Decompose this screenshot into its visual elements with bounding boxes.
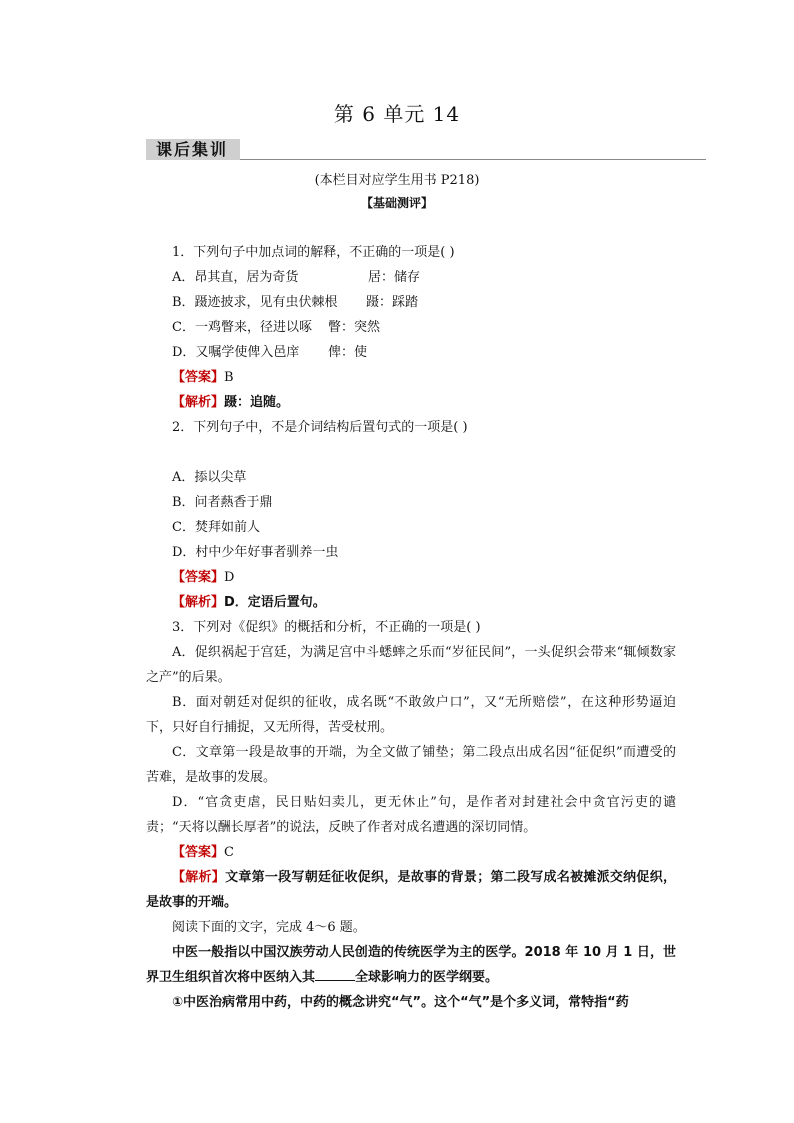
q2-analysis-text: D．定语后置句。: [224, 595, 326, 610]
q1-answer: [146, 365, 676, 390]
book-reference-note: (本栏目对应学生用书 P218): [314, 173, 480, 188]
q3-option-b: B．面对朝廷对促织的征收，成名既“不敢敛户口”，又“无所赔偿”，在这种形势逼迫下，只好自行捕捉，又无所得，苦受杖刑。: [146, 695, 676, 735]
q1-option-b: [146, 290, 676, 315]
answer-tag: 【答案】: [172, 570, 225, 585]
q2-analysis: [146, 590, 676, 615]
reading-p1-before: 中医一般指以中国汉族劳动人民创造的传统医学为主的医学。2018 年 10 月 1 日，世界卫生组织首次将中医纳入其: [146, 945, 676, 985]
q1-stem: 1．下列句子中加点词的解释，不正确的一项是( ): [172, 245, 455, 260]
q1-analysis: [146, 390, 676, 415]
q3-option-a: A．促织祸起于宫廷，为满足宫中斗蟋蟀之乐而“岁征民间”，一头促织会带来“辄倾数家之产”的后果。: [146, 645, 676, 685]
q3-stem: 3．下列对《促织》的概括和分析，不正确的一项是( ): [172, 620, 481, 635]
q2-option-c: C．焚拜如前人: [172, 520, 260, 535]
q3-answer-value: C: [224, 845, 234, 860]
q3-analysis-text: 文章第一段写朝廷征收促织，是故事的背景；第二段写成名被摊派交纳促织，是故事的开端。: [146, 870, 676, 910]
answer-tag: 【答案】: [172, 845, 225, 860]
q1-option-d: [146, 340, 676, 365]
q1-option-c-explain: 瞥：突然: [328, 320, 381, 335]
q2-spacer: [146, 440, 676, 465]
q1-option-b-text: B．蹑迹披求，见有虫伏棘根: [172, 295, 338, 310]
fill-blank: [315, 966, 355, 981]
page-title: 第 6 单元 14: [333, 102, 461, 126]
analysis-tag: 【解析】: [172, 870, 226, 885]
q1-option-c-text: C．一鸡瞥来，径进以啄: [172, 320, 312, 335]
subsection-title: 【基础测评】: [360, 196, 433, 210]
q3-option-d: D．“官贪吏虐，民日贴妇卖儿，更无休止”句，是作者对封建社会中贪官污吏的谴责；“天将以酬长厚者”的说法，反映了作者对成名遭遇的深切同情。: [146, 795, 676, 835]
q1-option-a-explain: 居：储存: [368, 270, 421, 285]
section-label: 课后集训: [146, 139, 240, 160]
exercise-content: [146, 240, 676, 1015]
q1-answer-value: B: [224, 370, 234, 385]
q1-option-b-explain: 蹑：踩踏: [366, 295, 419, 310]
q1-option-d-explain: 俾：使: [328, 345, 368, 360]
q3-option-c: C．文章第一段是故事的开端，为全文做了铺垫；第二段点出成名因“征促织”而遭受的苦难，是故事的发展。: [146, 745, 676, 785]
q2-answer-value: D: [224, 570, 235, 585]
q2-option-a: A．掭以尖草: [172, 470, 247, 485]
q1-option-a: [146, 265, 676, 290]
reading-paragraph-2: ①中医治病常用中药，中药的概念讲究“气”。这个“气”是个多义词，常特指“药: [172, 995, 629, 1010]
q3-answer: [146, 840, 676, 865]
section-header-bar: [146, 139, 706, 160]
q1-analysis-text: 蹑：追随。: [224, 395, 290, 410]
analysis-tag: 【解析】: [172, 395, 225, 410]
q1-option-d-text: D．又嘱学使俾入邑庠: [172, 345, 300, 360]
reading-p1-after: 全球影响力的医学纲要。: [355, 970, 499, 985]
q2-stem: 2．下列句子中，不是介词结构后置句式的一项是( ): [172, 420, 468, 435]
reading-intro: 阅读下面的文字，完成 4～6 题。: [172, 920, 366, 935]
q1-option-c: [146, 315, 676, 340]
q3-analysis: [146, 865, 676, 915]
answer-tag: 【答案】: [172, 370, 225, 385]
q2-option-d: D．村中少年好事者驯养一虫: [172, 545, 339, 560]
q2-answer: [146, 565, 676, 590]
q1-option-a-text: A．昂其直，居为奇货: [172, 270, 299, 285]
analysis-tag: 【解析】: [172, 595, 225, 610]
reading-paragraph-1: [146, 940, 676, 990]
q2-option-b: B．问者爇香于鼎: [172, 495, 273, 510]
